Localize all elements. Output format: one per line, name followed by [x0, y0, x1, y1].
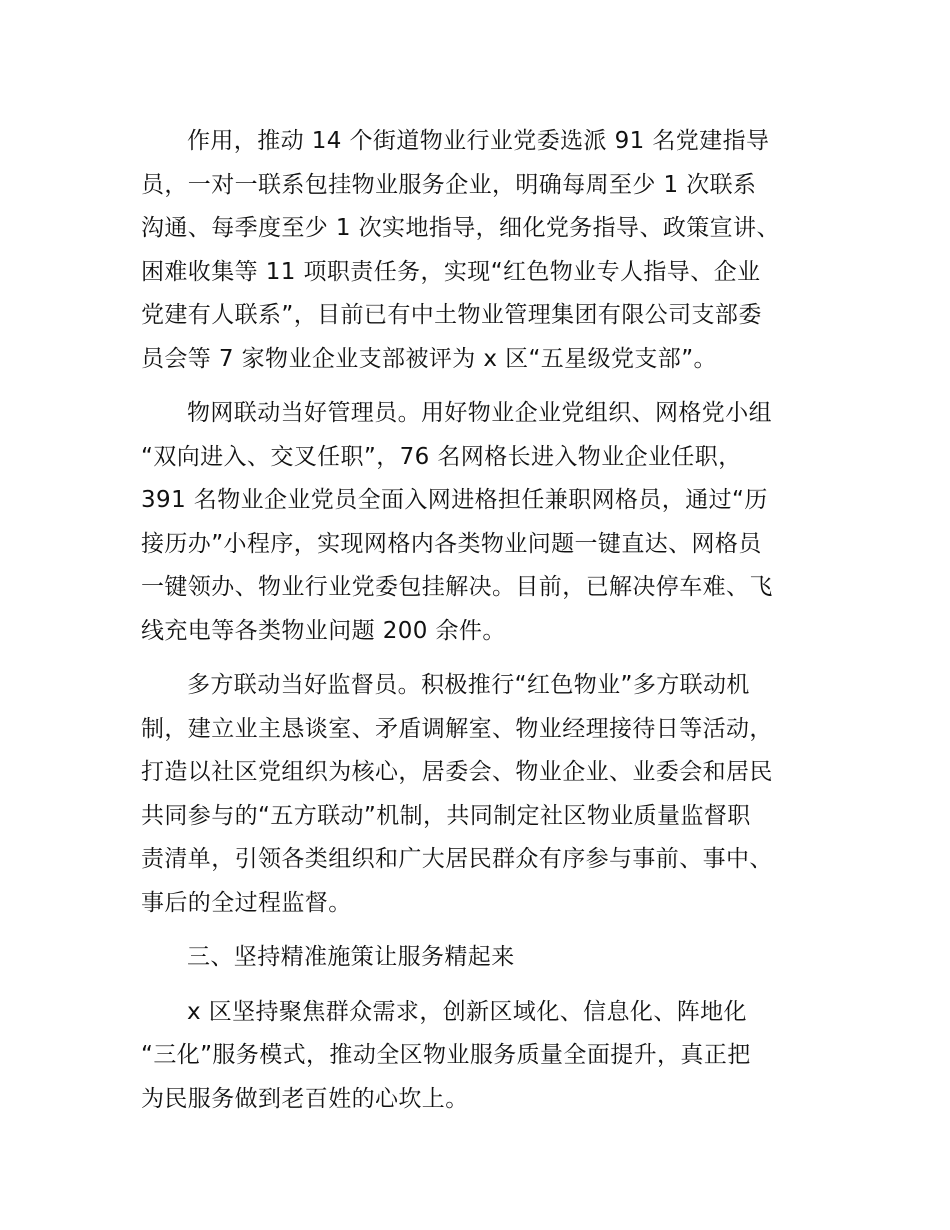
paragraph-network-linkage	[141, 392, 831, 653]
text-line: 沟通、每季度至少 1 次实地指导，细化党务指导、政策宣讲、	[141, 215, 780, 241]
text-line: 一键领办、物业行业党委包挂解决。目前，已解决停车难、飞	[141, 574, 773, 600]
text-line: 391 名物业企业党员全面入网进格担任兼职网格员，通过“历	[141, 487, 768, 513]
text-line: 打造以社区党组织为核心，居委会、物业企业、业委会和居民	[141, 759, 773, 785]
text-line: x 区坚持聚焦群众需求，创新区域化、信息化、阵地化	[187, 998, 747, 1025]
text-line: 为民服务做到老百姓的心坎上。	[141, 1085, 469, 1112]
paragraph-multi-party-supervision	[141, 664, 831, 925]
text-line: “双向进入、交叉任职”，76 名网格长进入物业企业任职，	[141, 443, 742, 470]
paragraph-service-model	[141, 991, 831, 1122]
text-line: 事后的全过程监督。	[141, 889, 352, 916]
text-line: 员会等 7 家物业企业支部被评为 x 区“五星级党支部”。	[141, 345, 717, 372]
text-line: 困难收集等 11 项职责任务，实现“红色物业专人指导、企业	[141, 258, 761, 285]
paragraph-party-guidance	[141, 120, 831, 381]
text-line: 员，一对一联系包挂物业服务企业，明确每周至少 1 次联系	[141, 171, 757, 198]
document-body	[141, 120, 831, 1132]
text-line: 责清单，引领各类组织和广大居民群众有序参与事前、事中、	[141, 846, 773, 872]
section-heading: 三、坚持精准施策让服务精起来	[187, 944, 515, 970]
text-line: 党建有人联系”，目前已有中土物业管理集团有限公司支部委	[141, 302, 762, 328]
text-line: 接历办”小程序，实现网格内各类物业问题一键直达、网格员	[141, 530, 762, 557]
text-line: 物网联动当好管理员。用好物业企业党组织、网格党小组	[187, 400, 772, 426]
text-line: “三化”服务模式，推动全区物业服务质量全面提升，真正把	[141, 1042, 751, 1068]
text-line: 线充电等各类物业问题 200 余件。	[141, 617, 506, 644]
text-line: 作用，推动 14 个街道物业行业党委选派 91 名党建指导	[187, 128, 770, 154]
text-line: 共同参与的“五方联动”机制，共同制定社区物业质量监督职	[141, 802, 751, 829]
text-line: 多方联动当好监督员。积极推行“红色物业”多方联动机	[187, 672, 750, 698]
text-line: 制，建立业主恳谈室、矛盾调解室、物业经理接待日等活动，	[141, 715, 773, 742]
